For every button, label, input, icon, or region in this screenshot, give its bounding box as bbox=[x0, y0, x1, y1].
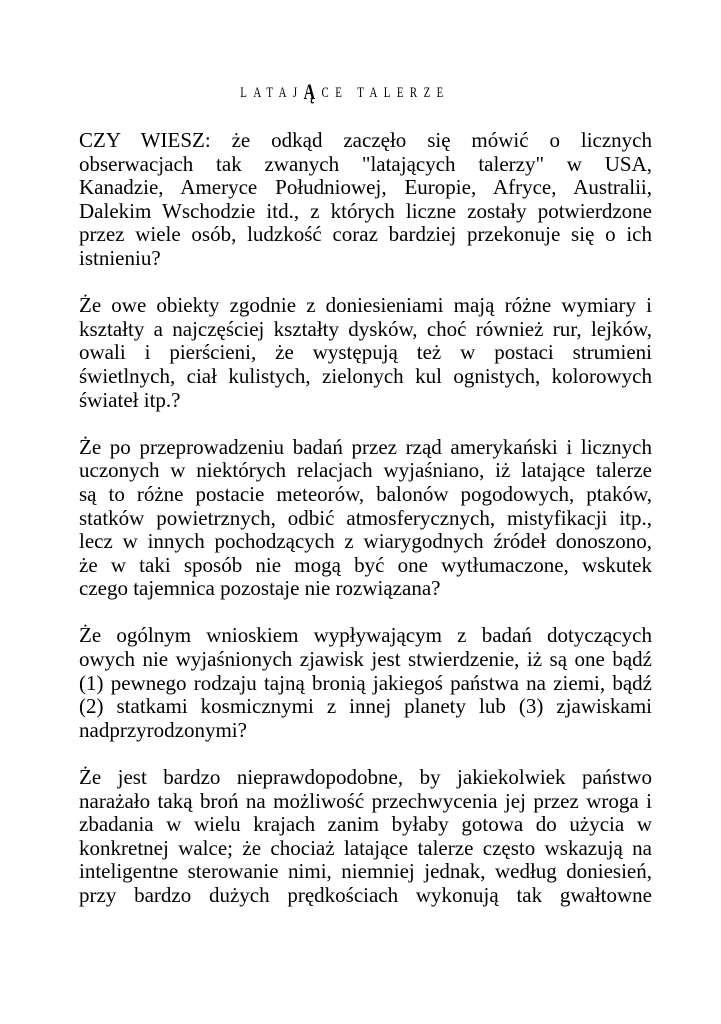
text-line: że w taki sposób nie mogą być one wytłumaczone, wskutek bbox=[79, 552, 652, 577]
paragraph-5 bbox=[79, 766, 652, 908]
body-text bbox=[79, 129, 652, 931]
text-line: Że jest bardzo nieprawdopodobne, by jakiekolwiek państwo bbox=[79, 765, 652, 790]
text-line: zbadania w wielu krajach zanim byłaby gotowa do użycia w bbox=[79, 812, 652, 837]
text-line: statków powietrznych, odbić atmosferycznych, mistyfikacji itp., bbox=[79, 505, 652, 530]
text-line: konkretnej walce; że chociaż latające talerze często wskazują na bbox=[79, 835, 652, 860]
text-line: świateł itp.? bbox=[79, 387, 181, 412]
text-line: lecz w innych pochodzących z wiarygodnych źródeł donoszono, bbox=[79, 529, 652, 554]
text-line: nadprzyrodzonymi? bbox=[79, 717, 247, 742]
text-line: Kanadzie, Ameryce Południowej, Europie, Afryce, Australii, bbox=[79, 175, 652, 200]
page-heading bbox=[97, 79, 594, 104]
text-line: są to różne postacie meteorów, balonów pogodowych, ptaków, bbox=[79, 481, 652, 506]
text-line: narażało taką broń na możliwość przechwycenia jej przez wroga i bbox=[79, 788, 652, 813]
text-line: CZY WIESZ: że odkąd zaczęło się mówić o licznych bbox=[79, 128, 652, 152]
text-line: czego tajemnica pozostaje nie rozwiązana? bbox=[79, 576, 441, 601]
paragraph-1 bbox=[79, 129, 652, 271]
text-line: (2) statkami kosmicznymi z innej planety lub (3) zjawiskami bbox=[79, 694, 652, 719]
heading-part-3: CE TALERZE bbox=[321, 85, 450, 101]
heading-part-1: LATAJ bbox=[240, 85, 304, 101]
paragraph-3 bbox=[79, 436, 652, 601]
text-line: owych nie wyjaśnionych zjawisk jest stwierdzenie, iż są one bądź bbox=[79, 647, 652, 672]
text-line: przy bardzo dużych prędkościach wykonują tak gwałtowne bbox=[79, 883, 652, 907]
heading-part-2: Ą bbox=[303, 79, 322, 104]
paragraph-4 bbox=[79, 624, 652, 742]
text-line: przez wiele osób, ludzkość coraz bardziej przekonuje się o ich bbox=[79, 222, 652, 247]
text-line: Że ogólnym wnioskiem wypływającym z badań dotyczących bbox=[79, 623, 652, 648]
text-line: owali i pierścieni, że występują też w postaci strumieni bbox=[79, 340, 652, 365]
text-line: obserwacjach tak zwanych "latających talerzy" w USA, bbox=[79, 151, 652, 176]
text-line: istnieniu? bbox=[79, 245, 161, 270]
text-line: (1) pewnego rodzaju tajną bronią jakiegoś państwa na ziemi, bądź bbox=[79, 670, 652, 695]
text-line: kształty a najczęściej kształty dysków, choć również rur, lejków, bbox=[79, 316, 652, 341]
text-line: Że po przeprowadzeniu badań przez rząd amerykański i licznych bbox=[79, 434, 652, 459]
text-line: świetlnych, ciał kulistych, zielonych kul ognistych, kolorowych bbox=[79, 363, 652, 388]
text-line: Dalekim Wschodzie itd., z których liczne zostały potwierdzone bbox=[79, 198, 652, 223]
text-line: Że owe obiekty zgodnie z doniesieniami mają różne wymiary i bbox=[79, 293, 652, 318]
text-line: inteligentne sterowanie nimi, niemniej jednak, według doniesień, bbox=[79, 859, 652, 884]
text-line: uczonych w niektórych relacjach wyjaśniano, iż latające talerze bbox=[79, 458, 652, 483]
paragraph-2 bbox=[79, 294, 652, 412]
